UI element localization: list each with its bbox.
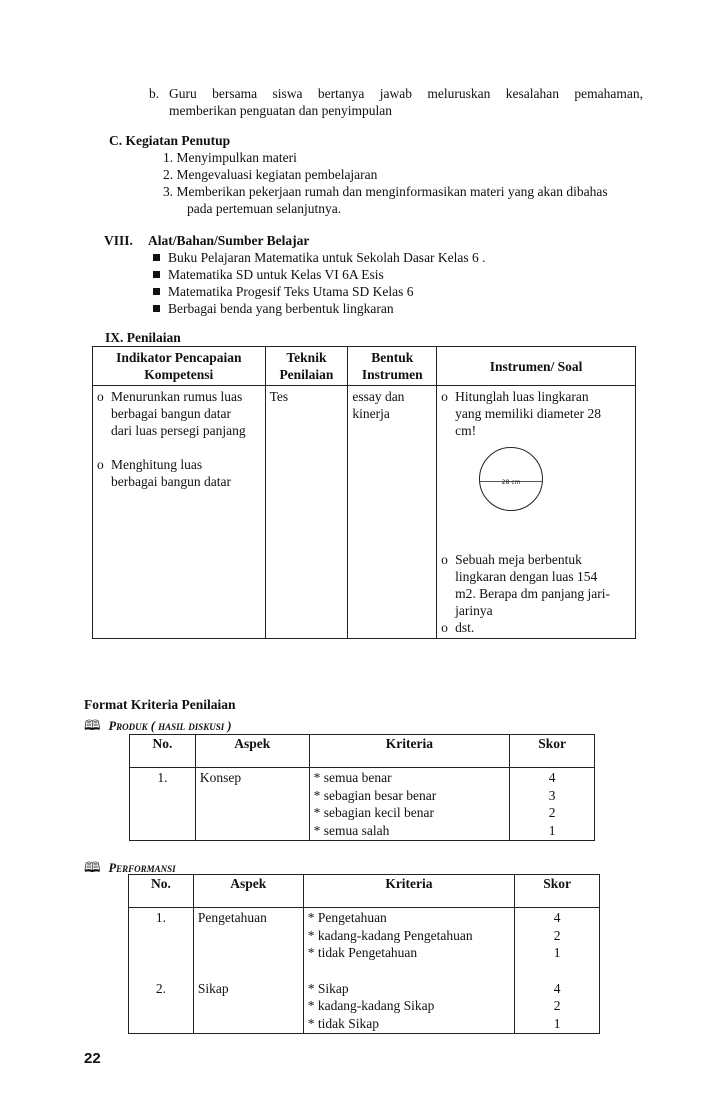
row-kriteria: * Pengetahuan * kadang-kadang Pengetahuan * tidak Pengetahuan [303, 908, 514, 963]
header-no: No. [129, 875, 194, 908]
row-skor: 4 2 1 [515, 963, 600, 1034]
row-skor: 4 3 2 1 [510, 768, 595, 841]
penilaian-table [92, 346, 636, 639]
section-viii-number: VIII. [104, 233, 133, 248]
page-number: 22 [84, 1050, 101, 1067]
performansi-header-row [129, 875, 600, 908]
header-aspek: Aspek [193, 875, 303, 908]
row-kriteria: * semua benar * sebagian besar benar * sebagian kecil benar * semua salah [309, 768, 510, 841]
header-indikator: Indikator Pencapaian Kompetensi [93, 347, 266, 386]
soal-item: o dst. [441, 620, 475, 635]
book-icon: 🕮 [84, 718, 101, 734]
square-bullet-icon [153, 271, 160, 278]
row-aspek: Konsep [195, 768, 309, 841]
soal-item: o Hitunglah luas lingkaran yang memiliki diameter 28 cm! 28 cm [441, 388, 631, 511]
produk-header-row [130, 735, 595, 768]
square-bullet-icon [153, 305, 160, 312]
book-icon: 🕮 [84, 860, 101, 876]
performansi-heading: 🕮 Performansi [84, 857, 176, 881]
penilaian-body-row [93, 386, 636, 639]
header-kriteria: Kriteria [303, 875, 514, 908]
header-skor: Skor [515, 875, 600, 908]
header-aspek: Aspek [195, 735, 309, 768]
row-no: 1. [129, 908, 194, 963]
circle-diagram [479, 447, 543, 511]
row-no: 1. [130, 768, 196, 841]
header-skor: Skor [510, 735, 595, 768]
section-c-item-1: 1. Menyimpulkan materi [163, 150, 297, 165]
header-instrumen: Instrumen/ Soal [437, 347, 636, 386]
header-teknik: Teknik Penilaian [265, 347, 348, 386]
section-viii-item: Buku Pelajaran Matematika untuk Sekolah Dasar Kelas 6 . [153, 250, 486, 266]
section-viii-item: Matematika Progesif Teks Utama SD Kelas 6 [153, 284, 414, 300]
indikator-item: o Menghitung luas berbagai bangun datar [97, 457, 231, 489]
section-viii-item: Berbagai benda yang berbentuk lingkaran [153, 301, 394, 317]
header-no: No. [130, 735, 196, 768]
row-no: 2. [129, 963, 194, 1034]
activity-b-line1: Guru bersama siswa bertanya jawab meluruskan kesalahan pemahaman, [169, 86, 643, 101]
produk-table [129, 734, 595, 841]
row-kriteria: * Sikap * kadang-kadang Sikap * tidak Sikap [303, 963, 514, 1034]
table-row [129, 908, 600, 963]
section-viii-item: Matematika SD untuk Kelas VI 6A Esis [153, 267, 384, 283]
bentuk-cell: essay dan kinerja [348, 386, 437, 639]
row-aspek: Pengetahuan [193, 908, 303, 963]
section-ix-title: IX. Penilaian [105, 330, 181, 345]
penilaian-header-row [93, 347, 636, 386]
section-c-item-3-cont: pada pertemuan selanjutnya. [187, 201, 342, 216]
produk-heading: 🕮 Produk ( hasil diskusi ) [84, 715, 232, 739]
diameter-label: 28 cm [501, 479, 521, 486]
section-c-item-2: 2. Mengevaluasi kegiatan pembelajaran [163, 167, 378, 182]
activity-b-line2: memberikan penguatan dan penyimpulan [169, 103, 393, 118]
performansi-table [128, 874, 600, 1034]
soal-cell [437, 386, 636, 639]
indikator-cell [93, 386, 266, 639]
indikator-item: o Menurunkan rumus luas berbagai bangun datar dari luas persegi panjang [97, 389, 246, 438]
header-kriteria: Kriteria [309, 735, 510, 768]
teknik-cell: Tes [265, 386, 348, 639]
row-skor: 4 2 1 [515, 908, 600, 963]
square-bullet-icon [153, 254, 160, 261]
activity-b-letter: b. [149, 86, 160, 101]
section-c-item-3: 3. Memberikan pekerjaan rumah dan menginformasikan materi yang akan dibahas [163, 184, 608, 199]
section-c-title: C. Kegiatan Penutup [109, 133, 231, 148]
table-row [130, 768, 595, 841]
soal-item: o Sebuah meja berbentuk lingkaran dengan luas 154 m2. Berapa dm panjang jari- jarinya [441, 552, 610, 618]
row-aspek: Sikap [193, 963, 303, 1034]
square-bullet-icon [153, 288, 160, 295]
section-viii-title: Alat/Bahan/Sumber Belajar [148, 233, 310, 248]
header-bentuk: Bentuk Instrumen [348, 347, 437, 386]
table-row [129, 963, 600, 1034]
format-title: Format Kriteria Penilaian [84, 697, 236, 712]
